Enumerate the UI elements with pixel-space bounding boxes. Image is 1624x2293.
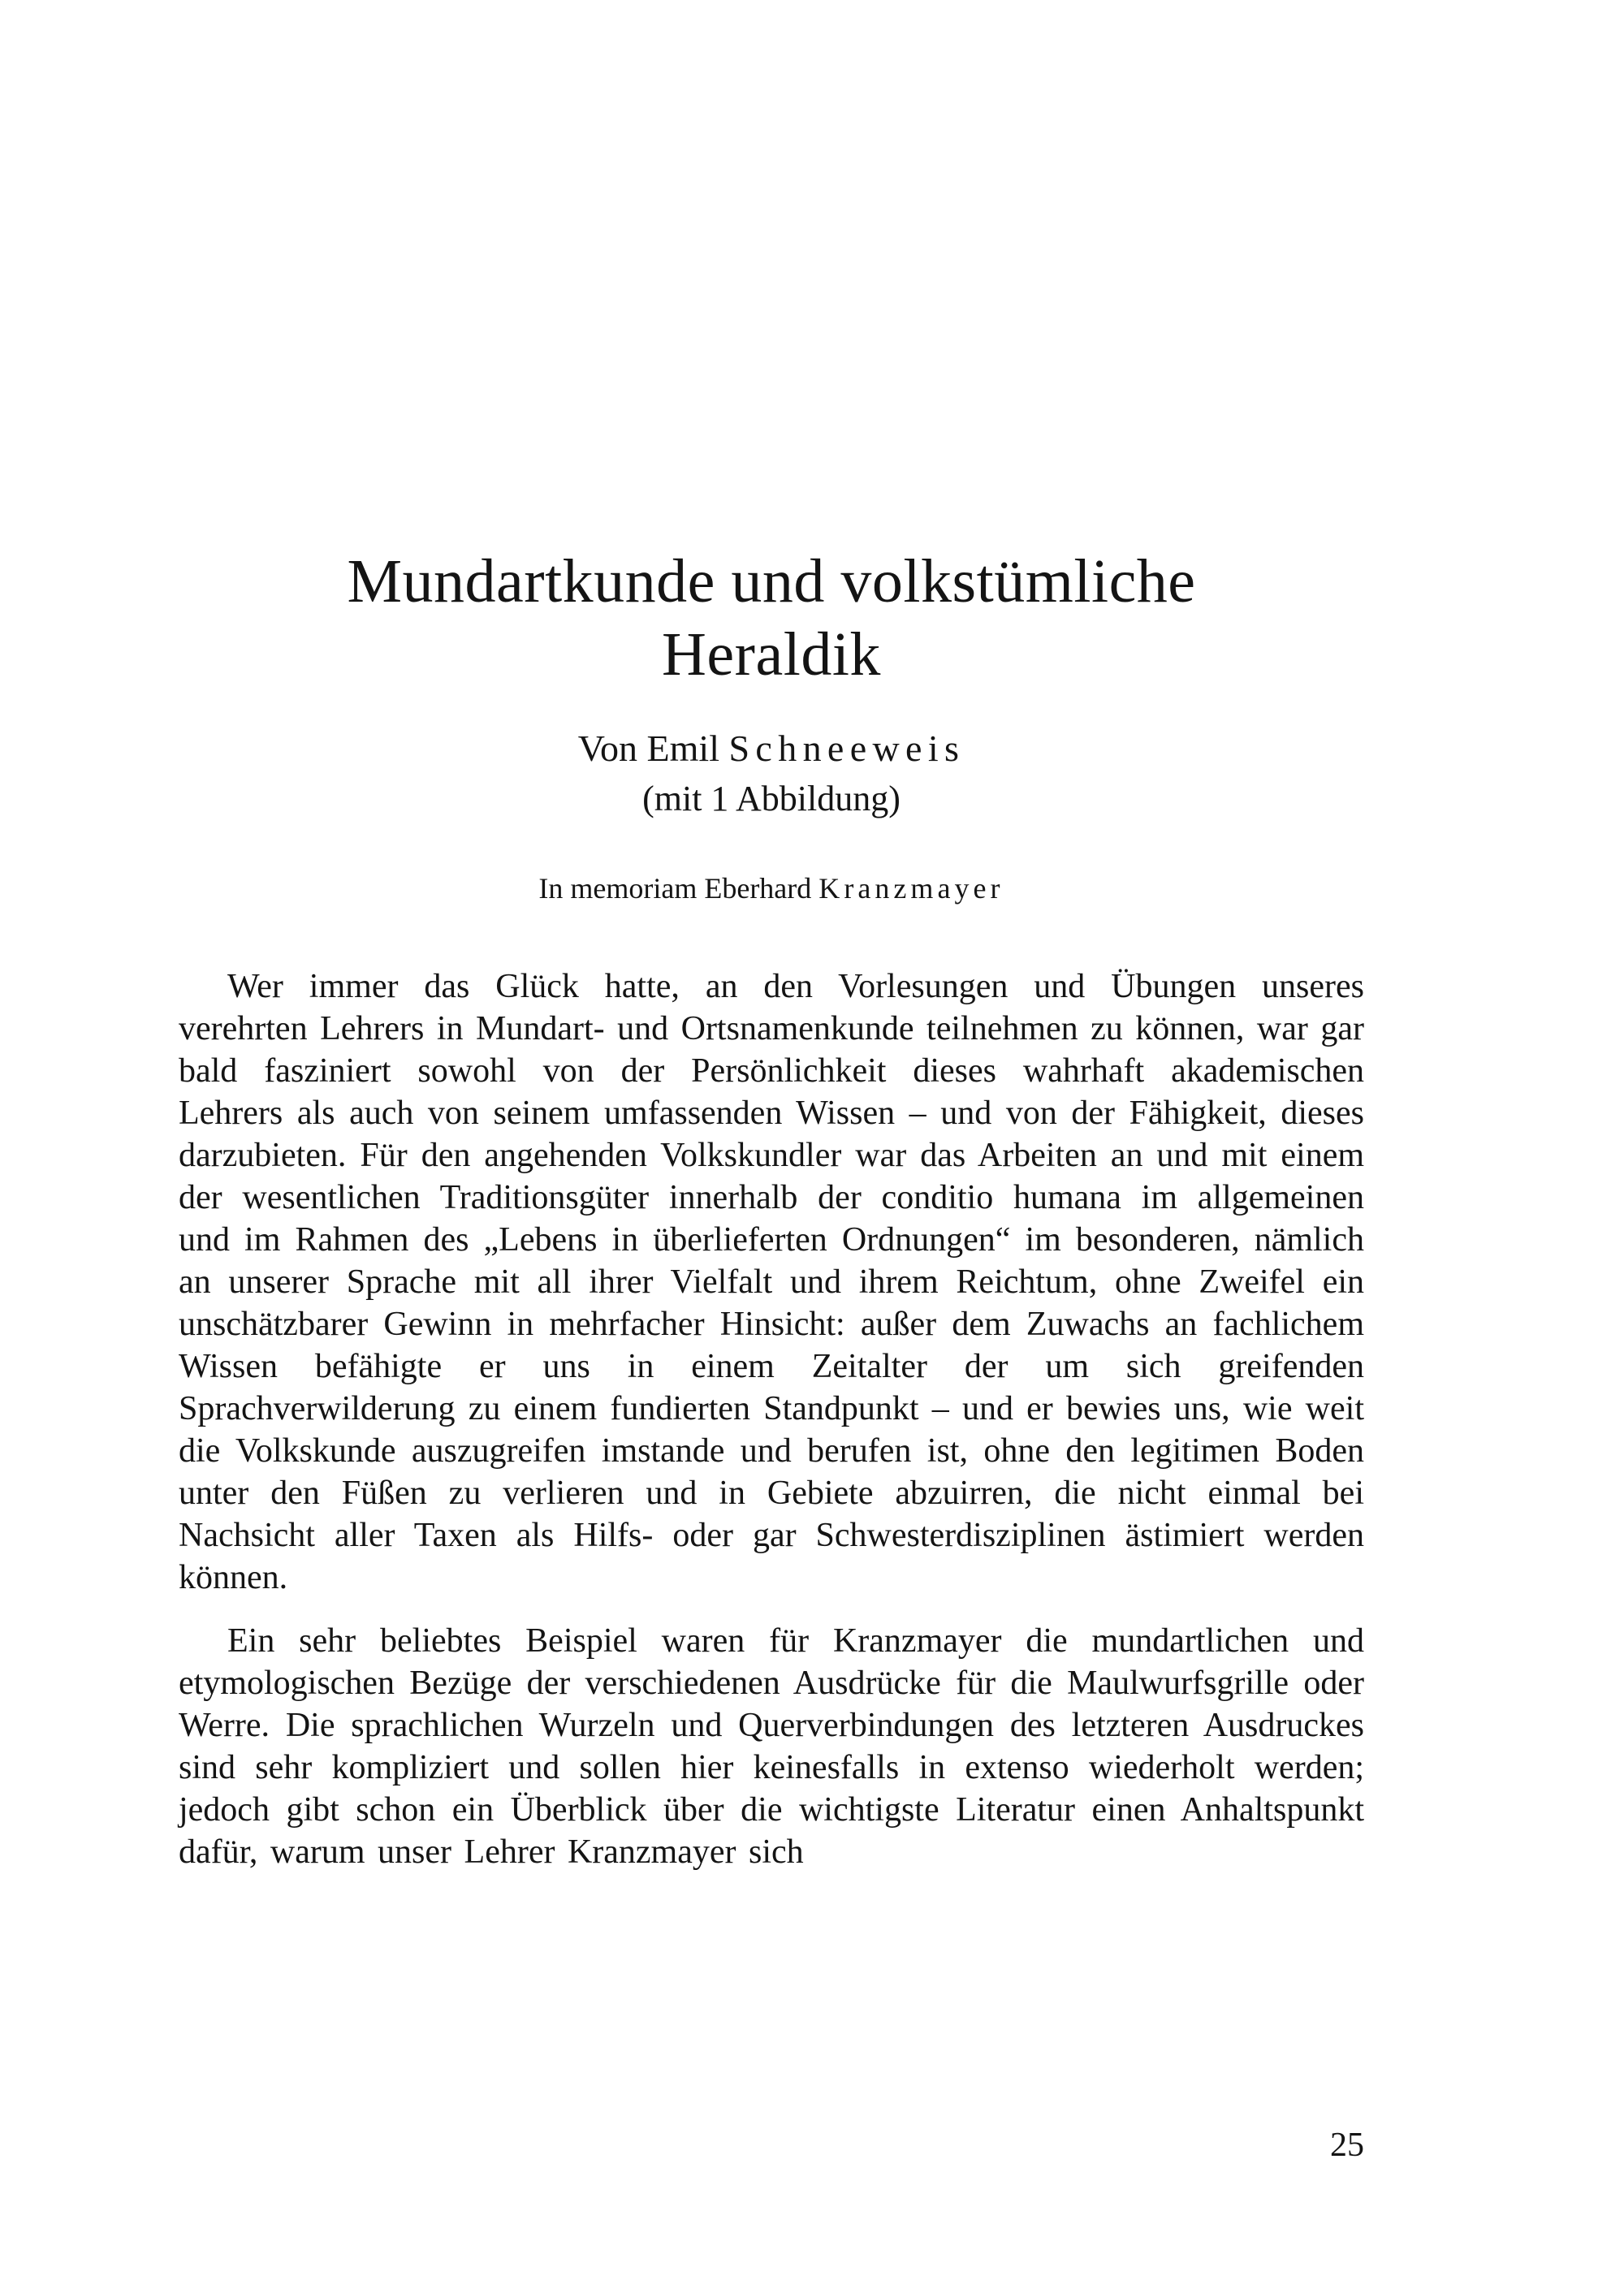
author-name: Schneeweis xyxy=(728,728,965,770)
dedication xyxy=(179,871,1364,905)
byline xyxy=(179,727,1364,770)
article-body xyxy=(179,965,1364,1873)
paragraph: Wer immer das Glück hatte, an den Vorlesungen und Übungen unseres verehrten Lehrers in Mundart- und Ortsnamenkunde teilnehmen zu können, war gar bald fasziniert sowohl von der Persönlichkeit dieses wahrhaft akademischen Lehrers als auch von seinem umfassenden Wissen – und von der Fähigkeit, dieses darzubieten. Für den angehenden Volkskundler war das Arbeiten an und mit einem der wesentlichen Traditionsgüter innerhalb der conditio humana im allgemeinen und im Rahmen des „Lebens in überlieferten Ordnungen“ im besonderen, nämlich an unserer Sprache mit all ihrer Vielfalt und ihrem Reichtum, ohne Zweifel ein unschätzbarer Gewinn in mehrfacher Hinsicht: außer dem Zuwachs an fachlichem Wissen befähigte er uns in einem Zeitalter der um sich greifenden Sprachverwilderung zu einem fundierten Standpunkt – und er bewies uns, wie weit die Volkskunde auszugreifen imstande und berufen ist, ohne den legitimen Boden unter den Füßen zu verlieren und in Gebiete abzuirren, die nicht einmal bei Nachsicht aller Taxen als Hilfs- oder gar Schwesterdisziplinen ästimiert werden können. xyxy=(179,968,1365,1597)
page-number: 25 xyxy=(1330,2127,1364,2164)
dedication-name: Kranzmayer xyxy=(818,872,1004,905)
dedication-prefix: In memoriam Eberhard xyxy=(538,872,819,905)
article-title: Mundartkunde und volkstümliche Heraldik xyxy=(347,547,1196,689)
text-block xyxy=(179,546,1364,1873)
illustration-note: (mit 1 Abbildung) xyxy=(642,779,901,819)
paragraph: Ein sehr beliebtes Beispiel waren für Kranzmayer die mundartlichen und etymologischen Bezüge der verschiedenen Ausdrücke für die Maulwurfsgrille oder Werre. Die sprachlichen Wurzeln und Querverbindungen des letzteren Ausdruckes sind sehr kompliziert und sollen hier keinesfalls in extenso wiederholt werden; jedoch gibt schon ein Überblick über die wichtigste Literatur einen Anhaltspunkt dafür, warum unser Lehrer Kranzmayer sich xyxy=(179,1622,1364,1872)
byline-prefix: Von Emil xyxy=(577,728,729,770)
